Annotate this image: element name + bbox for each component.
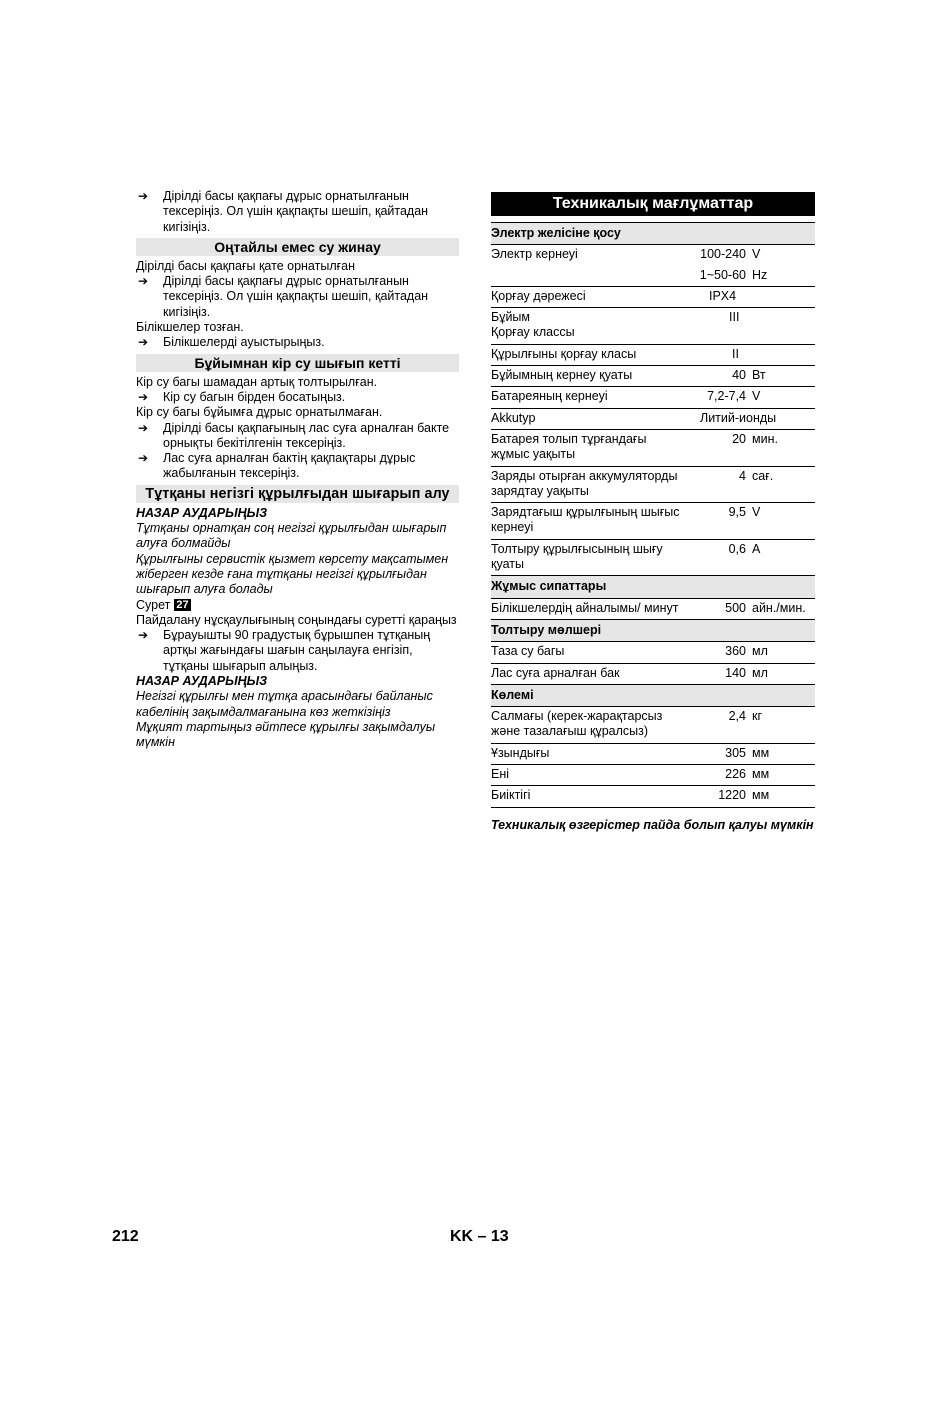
spec-label: Толтыру құрылғысының шығу қуаты xyxy=(491,539,686,576)
right-arrow-icon: ➔ xyxy=(138,189,149,203)
remedy-bullet xyxy=(136,274,459,320)
spec-value: 360 xyxy=(686,642,752,663)
right-arrow-icon: ➔ xyxy=(138,628,149,643)
spec-row xyxy=(491,245,815,266)
attention-text: Негізгі құрылғы мен тұтқа арасындағы байланыс кабелінің зақымдалмағанына көз жеткізіңіз xyxy=(136,689,433,719)
spec-unit: кг xyxy=(752,707,815,744)
spec-row xyxy=(491,765,815,786)
remedy-bullet xyxy=(136,451,459,482)
spec-value: III xyxy=(686,308,815,345)
spec-row xyxy=(491,663,815,684)
spec-label: Akkutyp xyxy=(491,408,686,429)
spec-section-label: Жұмыс сипаттары xyxy=(491,576,815,598)
spec-row xyxy=(491,344,815,365)
spec-label: Зарядтағыш құрылғының шығыс кернеуі xyxy=(491,503,686,540)
spec-value: 2,4 xyxy=(686,707,752,744)
spec-row xyxy=(491,503,815,540)
spec-label: Биіктігі xyxy=(491,786,686,807)
spec-label: Салмағы (керек-жарақтарсыз және тазалағыш құралсыз) xyxy=(491,707,686,744)
spec-label: Ұзындығы xyxy=(491,743,686,764)
spec-unit: Hz xyxy=(752,267,768,282)
spec-value: 500 xyxy=(686,598,752,619)
remedy-text: Лас суға арналған бактің қақпақтары дұрыс жабылғанын тексеріңіз. xyxy=(163,451,416,481)
figure-number-badge: 27 xyxy=(176,598,189,611)
remedy-text: Білікшелерді ауыстырыңыз. xyxy=(163,335,325,350)
left-column xyxy=(136,189,459,751)
cause-text: Кір су багы шамадан артық толтырылған. xyxy=(136,374,378,389)
spec-row xyxy=(491,387,815,408)
spec-row xyxy=(491,429,815,466)
spec-value: 40 xyxy=(686,366,752,387)
spec-value: 226 xyxy=(686,765,752,786)
spec-row xyxy=(491,366,815,387)
spec-label: Батареяның кернеуі xyxy=(491,387,686,408)
spec-label: Заряды отырған аккумуляторды зарядтау уақыты xyxy=(491,466,686,503)
spec-value: 0,6 xyxy=(686,539,752,576)
technical-changes-note: Техникалық өзгерістер пайда болып қалуы мүмкін xyxy=(491,817,814,832)
spec-value: 4 xyxy=(686,466,752,503)
spec-value: 140 xyxy=(686,663,752,684)
spec-unit: V xyxy=(752,245,815,266)
spec-unit: V xyxy=(752,503,815,540)
attention-text: Мұқият тартыңыз әйтпесе құрылғы зақымдалуы мүмкін xyxy=(136,719,436,750)
spec-label: Қорғау дәрежесі xyxy=(491,286,686,307)
spec-row xyxy=(491,408,815,429)
remedy-bullet xyxy=(136,335,459,350)
spec-label: Таза су багы xyxy=(491,642,686,663)
spec-label: Лас суға арналған бак xyxy=(491,663,686,684)
spec-section-row xyxy=(491,223,815,245)
remedy-bullet xyxy=(136,390,459,405)
spec-value: 305 xyxy=(686,743,752,764)
spec-section-label: Көлемі xyxy=(491,684,815,706)
cause-text: Дірілді басы қақпағы қате орнатылған xyxy=(136,258,356,273)
spec-unit: Вт xyxy=(752,366,815,387)
spec-row xyxy=(491,466,815,503)
spec-value: 7,2-7,4 xyxy=(686,387,752,408)
spec-value: 1~50-60 xyxy=(699,267,746,282)
spec-value: 20 xyxy=(686,429,752,466)
step-bullet xyxy=(136,628,459,674)
spec-label: Ені xyxy=(491,765,686,786)
remedy-bullet xyxy=(136,421,459,452)
cause-text: Білікшелер тозған. xyxy=(136,320,244,335)
spec-unit: A xyxy=(752,539,815,576)
spec-section-row xyxy=(491,576,815,598)
spec-unit: айн./мин. xyxy=(752,598,815,619)
technical-data-title: Техникалық мағлұматтар xyxy=(491,192,815,216)
spec-value: II xyxy=(686,344,815,365)
spec-value: Литий-ионды xyxy=(686,408,815,429)
spec-unit: мм xyxy=(752,765,815,786)
right-arrow-icon: ➔ xyxy=(138,451,149,466)
section-code: KK – 13 xyxy=(450,1228,509,1245)
figure-ref-text: Пайдалану нұсқаулығының соңындағы суретті қараңыз xyxy=(136,612,457,627)
spec-value: 9,5 xyxy=(686,503,752,540)
figure-label: Сурет xyxy=(136,597,171,612)
cause-text: Кір су багы бұйымға дұрыс орнатылмаған. xyxy=(136,405,383,420)
spec-row xyxy=(491,786,815,807)
intro-bullet xyxy=(136,189,459,235)
spec-row xyxy=(491,308,815,345)
spec-value: 100-240 xyxy=(686,245,752,266)
spec-label: Электр кернеуі xyxy=(491,245,686,266)
spec-label: Бұйым Қорғау классы xyxy=(491,308,686,345)
remedy-text: Дірілді басы қақпағы дұрыс орнатылғанын тексеріңіз. Ол үшін қақпақты шешіп, қайтадан кигізіңіз. xyxy=(163,274,429,319)
spec-row xyxy=(491,266,815,287)
spec-row xyxy=(491,598,815,619)
spec-table xyxy=(491,222,815,808)
remedy-text: Дірілді басы қақпағының лас суға арналған бакте орнықты бекітілгенін тексеріңіз. xyxy=(163,420,450,450)
spec-section-label: Электр желісіне қосу xyxy=(491,223,815,245)
spec-unit: мин. xyxy=(752,429,815,466)
spec-unit: сағ. xyxy=(752,466,815,503)
right-arrow-icon: ➔ xyxy=(138,274,149,289)
attention-text: Құрылғыны сервистік қызмет көрсету мақсатымен жіберген кезде ғана тұтқаны негізгі құрылғыдан шығарып алуға болады xyxy=(136,551,449,597)
attention-text: Тұтқаны орнатқан соң негізгі құрылғыдан шығарып алуға болмайды xyxy=(136,521,447,551)
spec-unit: мл xyxy=(752,642,815,663)
attention-title: НАЗАР АУДАРЫҢЫЗ xyxy=(136,674,268,689)
right-arrow-icon: ➔ xyxy=(138,420,149,435)
right-column xyxy=(491,192,815,833)
attention-title: НАЗАР АУДАРЫҢЫЗ xyxy=(136,505,268,520)
spec-value: 1220 xyxy=(686,786,752,807)
spec-row xyxy=(491,642,815,663)
spec-unit: мл xyxy=(752,663,815,684)
spec-section-row xyxy=(491,684,815,706)
section-heading-remove-handle: Тұтқаны негізгі құрылғыдан шығарып алу xyxy=(136,485,459,503)
spec-row xyxy=(491,539,815,576)
figure-reference xyxy=(136,598,459,613)
spec-unit: V xyxy=(752,387,815,408)
spec-section-row xyxy=(491,619,815,641)
spec-label: Білікшелердің айналымы/ минут xyxy=(491,598,686,619)
step-text: Бұрауышты 90 градустық бұрышпен тұтқаның артқы жағындағы шағын саңылауға енгізіп, тұтқаны шығарып алыңыз. xyxy=(163,628,431,673)
spec-label: Батарея толып тұрғандағы жұмыс уақыты xyxy=(491,429,686,466)
right-arrow-icon: ➔ xyxy=(138,335,149,350)
section-heading-dirty-water-leak: Бұйымнан кір су шығып кетті xyxy=(136,354,459,372)
section-heading-suboptimal-pickup: Оңтайлы емес су жинау xyxy=(136,238,459,256)
remedy-text: Кір су багын бірден босатыңыз. xyxy=(163,389,346,404)
spec-label: Құрылғыны қорғау класы xyxy=(491,344,686,365)
right-arrow-icon: ➔ xyxy=(138,389,149,404)
spec-section-label: Толтыру мөлшері xyxy=(491,619,815,641)
intro-bullet-text: Дірілді басы қақпағы дұрыс орнатылғанын тексеріңіз. Ол үшін қақпақты шешіп, қайтадан кигізіңіз. xyxy=(163,189,429,234)
page-number: 212 xyxy=(112,1228,139,1245)
spec-unit: мм xyxy=(752,743,815,764)
spec-unit: мм xyxy=(752,786,815,807)
spec-row xyxy=(491,707,815,744)
spec-row xyxy=(491,743,815,764)
spec-label: Бұйымның кернеу қуаты xyxy=(491,366,686,387)
spec-row xyxy=(491,286,815,307)
spec-value: IPX4 xyxy=(686,286,815,307)
